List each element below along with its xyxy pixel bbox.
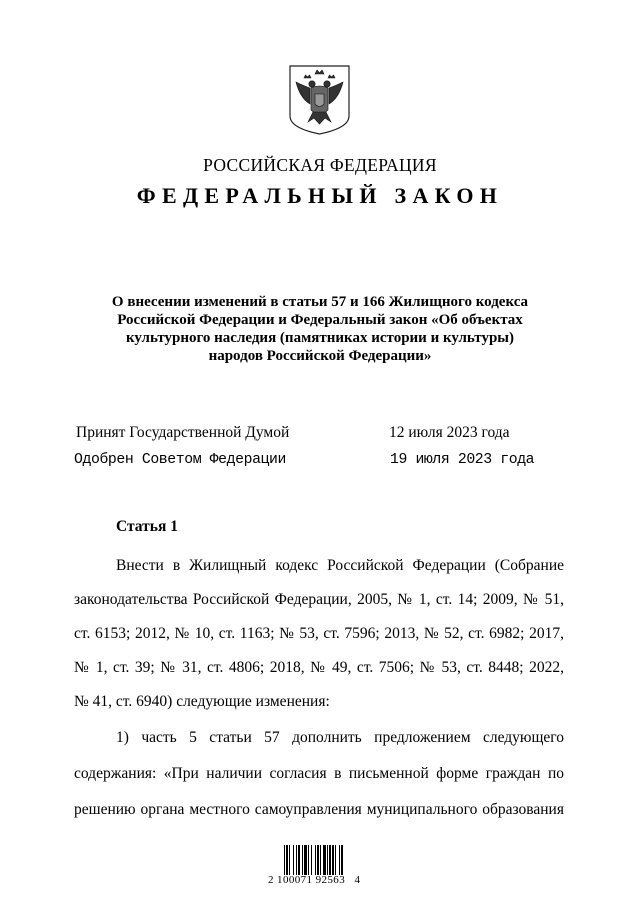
law-type-heading: ФЕДЕРАЛЬНЫЙ ЗАКОН xyxy=(136,183,504,208)
law-title xyxy=(90,293,550,365)
adopted-label: Принят Государственной Думой xyxy=(76,424,290,441)
law-title-line: народов Российской Федерации» xyxy=(208,348,432,364)
law-title-line: О внесении изменений в статьи 57 и 166 Жилищного кодекса xyxy=(111,294,529,310)
coat-of-arms-icon xyxy=(288,64,351,136)
article-line: решению органа местного самоуправления муниципального образования xyxy=(74,801,564,818)
article-line: ст. 6153; 2012, № 10, ст. 1163; № 53, ст. 7596; 2013, № 52, ст. 6982; 2017, xyxy=(74,625,564,642)
adopted-date: 12 июля 2023 года xyxy=(389,424,510,441)
article-line: содержания: «При наличии согласия в письменной форме граждан по xyxy=(74,765,564,782)
article-line: законодательства Российской Федерации, 2005, № 1, ст. 14; 2009, № 51, xyxy=(74,591,564,608)
law-title-line: Российской Федерации и Федеральный закон «Об объектах xyxy=(117,312,523,328)
article-line: № 41, ст. 6940) следующие изменения: xyxy=(74,693,330,710)
barcode-icon xyxy=(284,845,362,875)
barcode-number: 2 100071 92563 4 xyxy=(268,874,361,886)
approved-date: 19 июля 2023 года xyxy=(390,452,535,468)
article-line: № 1, ст. 39; № 31, ст. 4806; 2018, № 49, ст. 7506; № 53, ст. 8448; 2022, xyxy=(74,659,564,676)
country-heading: РОССИЙСКАЯ ФЕДЕРАЦИЯ xyxy=(203,155,437,175)
approved-label: Одобрен Советом Федерации xyxy=(74,452,286,468)
article-line: Внести в Жилищный кодекс Российской Федерации (Собрание xyxy=(116,557,564,574)
article-line: 1) часть 5 статьи 57 дополнить предложением следующего xyxy=(116,729,564,746)
law-title-line: культурного наследия (памятниках истории и культуры) xyxy=(125,330,515,346)
article-heading: Статья 1 xyxy=(116,518,178,535)
